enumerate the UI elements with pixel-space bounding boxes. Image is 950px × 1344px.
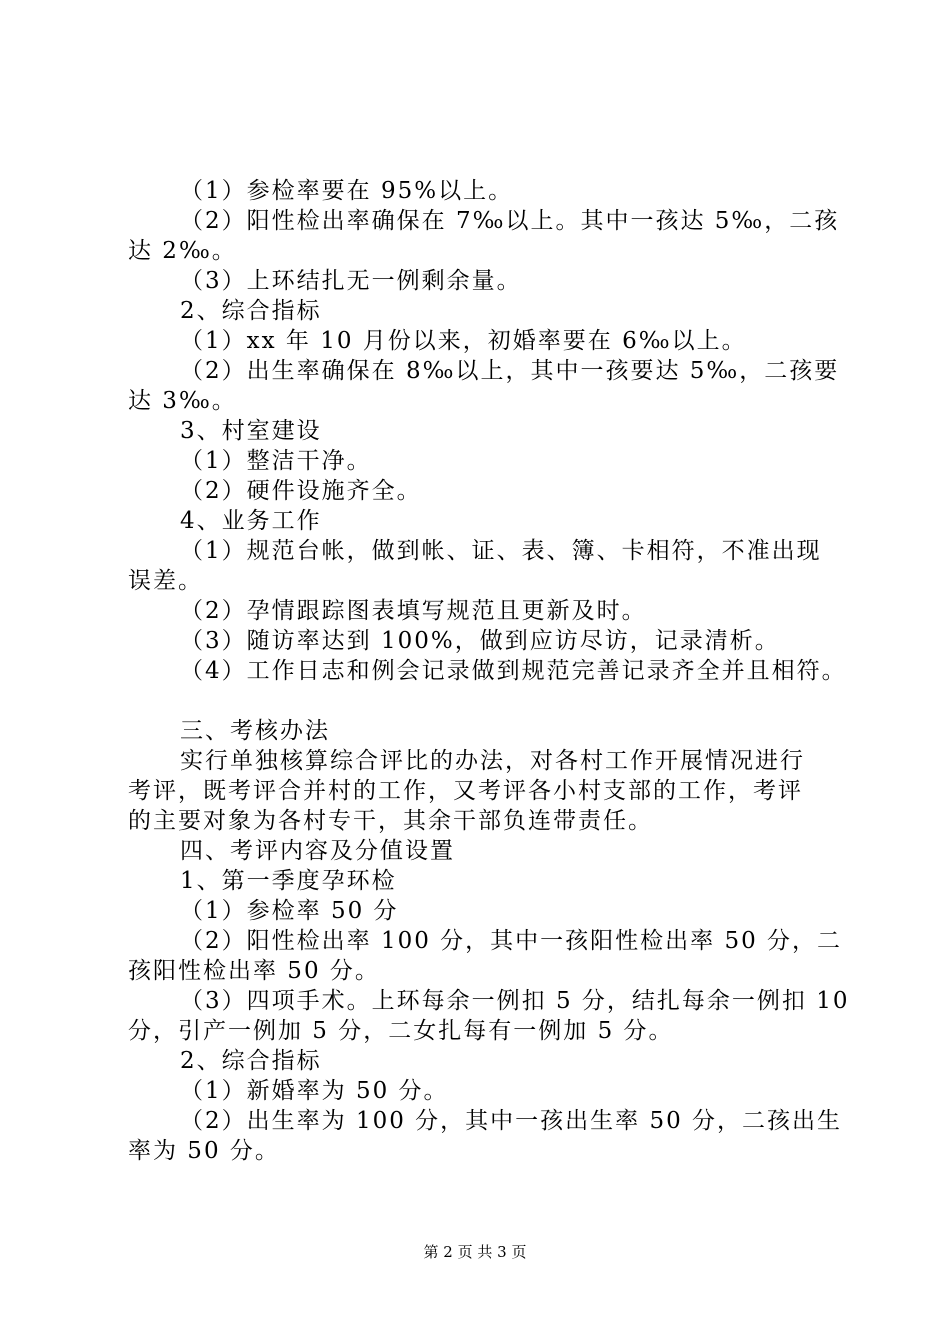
text-line: （3）四项手术。上环每余一例扣 5 分，结扎每余一例扣 10	[180, 988, 850, 1014]
text-line: （3）随访率达到 100%，做到应访尽访，记录清析。	[180, 628, 780, 654]
text-line: （2）出生率确保在 8‰以上，其中一孩要达 5‰，二孩要	[180, 358, 840, 384]
section-heading: 3、村室建设	[180, 418, 322, 444]
text-line: （2）阳性检出率确保在 7‰以上。其中一孩达 5‰，二孩	[180, 208, 840, 234]
text-line: （1）规范台帐，做到帐、证、表、簿、卡相符，不准出现	[180, 538, 822, 564]
text-line: （4）工作日志和例会记录做到规范完善记录齐全并且相符。	[180, 658, 847, 684]
text-line: （1）整洁干净。	[180, 448, 372, 474]
text-line: 达 2‰。	[128, 238, 237, 264]
text-line: （1）参检率 50 分	[180, 898, 399, 924]
text-line: （1）xx 年 10 月份以来，初婚率要在 6‰以上。	[180, 328, 747, 354]
text-line: 率为 50 分。	[128, 1138, 280, 1164]
section-heading: 4、业务工作	[180, 508, 322, 534]
text-line: 实行单独核算综合评比的办法，对各村工作开展情况进行	[180, 748, 805, 774]
text-line: （2）阳性检出率 100 分，其中一孩阳性检出率 50 分，二	[180, 928, 843, 954]
section-heading: 2、综合指标	[180, 1048, 322, 1074]
text-line: （1）参检率要在 95%以上。	[180, 178, 514, 204]
text-line: （2）硬件设施齐全。	[180, 478, 422, 504]
text-line: 分，引产一例加 5 分，二女扎每有一例加 5 分。	[128, 1018, 674, 1044]
text-line: （1）新婚率为 50 分。	[180, 1078, 449, 1104]
text-line: 孩阳性检出率 50 分。	[128, 958, 380, 984]
section-heading: 三、考核办法	[180, 718, 330, 744]
text-line: （2）孕情跟踪图表填写规范且更新及时。	[180, 598, 647, 624]
section-heading: 2、综合指标	[180, 298, 322, 324]
text-line: 考评，既考评合并村的工作，又考评各小村支部的工作，考评	[128, 778, 803, 804]
page-footer: 第 2 页 共 3 页	[423, 1243, 527, 1261]
text-line: （2）出生率为 100 分，其中一孩出生率 50 分，二孩出生	[180, 1108, 843, 1134]
section-heading: 1、第一季度孕环检	[180, 868, 397, 894]
section-heading: 四、考评内容及分值设置	[180, 838, 455, 864]
text-line: 误差。	[128, 568, 203, 594]
text-line: 达 3‰。	[128, 388, 237, 414]
text-line: 的主要对象为各村专干，其余干部负连带责任。	[128, 808, 653, 834]
text-line: （3）上环结扎无一例剩余量。	[180, 268, 522, 294]
